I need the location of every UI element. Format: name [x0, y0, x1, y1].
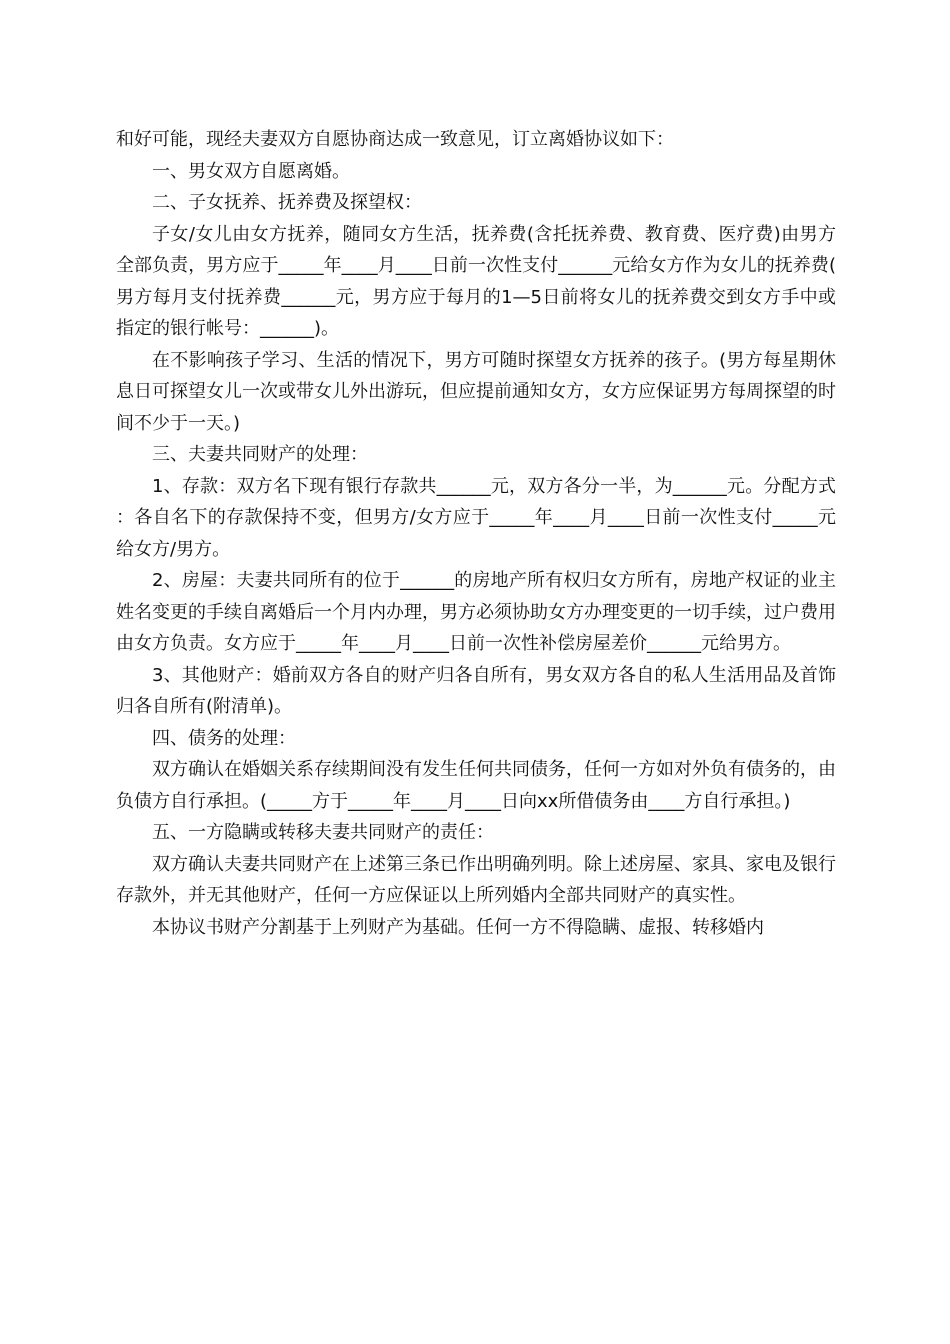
intro-paragraph: 和好可能，现经夫妻双方自愿协商达成一致意见，订立离婚协议如下： — [116, 129, 674, 150]
child-support-paragraph: 子女/女儿由女方抚养，随同女方生活，抚养费(含托抚养费、教育费、医疗费)由男方全部负责，男方应于_____年____月____日前一次性支付______元给女方作为女儿的抚养费(男方每月支付抚养费______元，男方应于每月的1—5日前将女儿的抚养费交到女方手中或指定的银行帐号：______)。 — [116, 223, 836, 339]
section-2-heading: 二、子女抚养、抚养费及探望权： — [152, 192, 422, 213]
other-property-paragraph: 3、其他财产：婚前双方各自的财产归各自所有，男女双方各自的私人生活用品及首饰归各自所有(附清单)。 — [116, 664, 836, 717]
house-paragraph: 2、房屋：夫妻共同所有的位于______的房地产所有权归女方所有，房地产权证的业主姓名变更的手续自离婚后一个月内办理，男方必须协助女方办理变更的一切手续，过户费用由女方负责。女方应于_____年____月____日前一次性补偿房屋差价______元给男方。 — [116, 570, 836, 654]
section-5-heading: 五、一方隐瞒或转移夫妻共同财产的责任： — [152, 822, 494, 843]
visitation-paragraph: 在不影响孩子学习、生活的情况下，男方可随时探望女方抚养的孩子。(男方每星期休息日可探望女儿一次或带女儿外出游玩，但应提前通知女方，女方应保证男方每周探望的时间不少于一天。) — [116, 349, 836, 434]
property-confirmation-paragraph: 双方确认夫妻共同财产在上述第三条已作出明确列明。除上述房屋、家具、家电及银行存款外，并无其他财产，任何一方应保证以上所列婚内全部共同财产的真实性。 — [116, 853, 836, 906]
section-4-heading: 四、债务的处理： — [152, 727, 296, 749]
section-3-heading: 三、夫妻共同财产的处理： — [152, 444, 368, 465]
deposits-paragraph: 1、存款：双方名下现有银行存款共______元，双方各分一半，为______元。分配方式：各自名下的存款保持不变，但男方/女方应于_____年____月____日前一次性支付_____元给女方/男方。 — [116, 475, 836, 560]
section-1-heading: 一、男女双方自愿离婚。 — [152, 160, 350, 182]
document-body — [116, 124, 836, 943]
property-division-paragraph: 本协议书财产分割基于上列财产为基础。任何一方不得隐瞒、虚报、转移婚内 — [152, 916, 764, 938]
debts-paragraph: 双方确认在婚姻关系存续期间没有发生任何共同债务，任何一方如对外负有债务的，由负债方自行承担。(_____方于_____年____月____日向xx所借债务由____方自行承担。) — [116, 759, 836, 812]
